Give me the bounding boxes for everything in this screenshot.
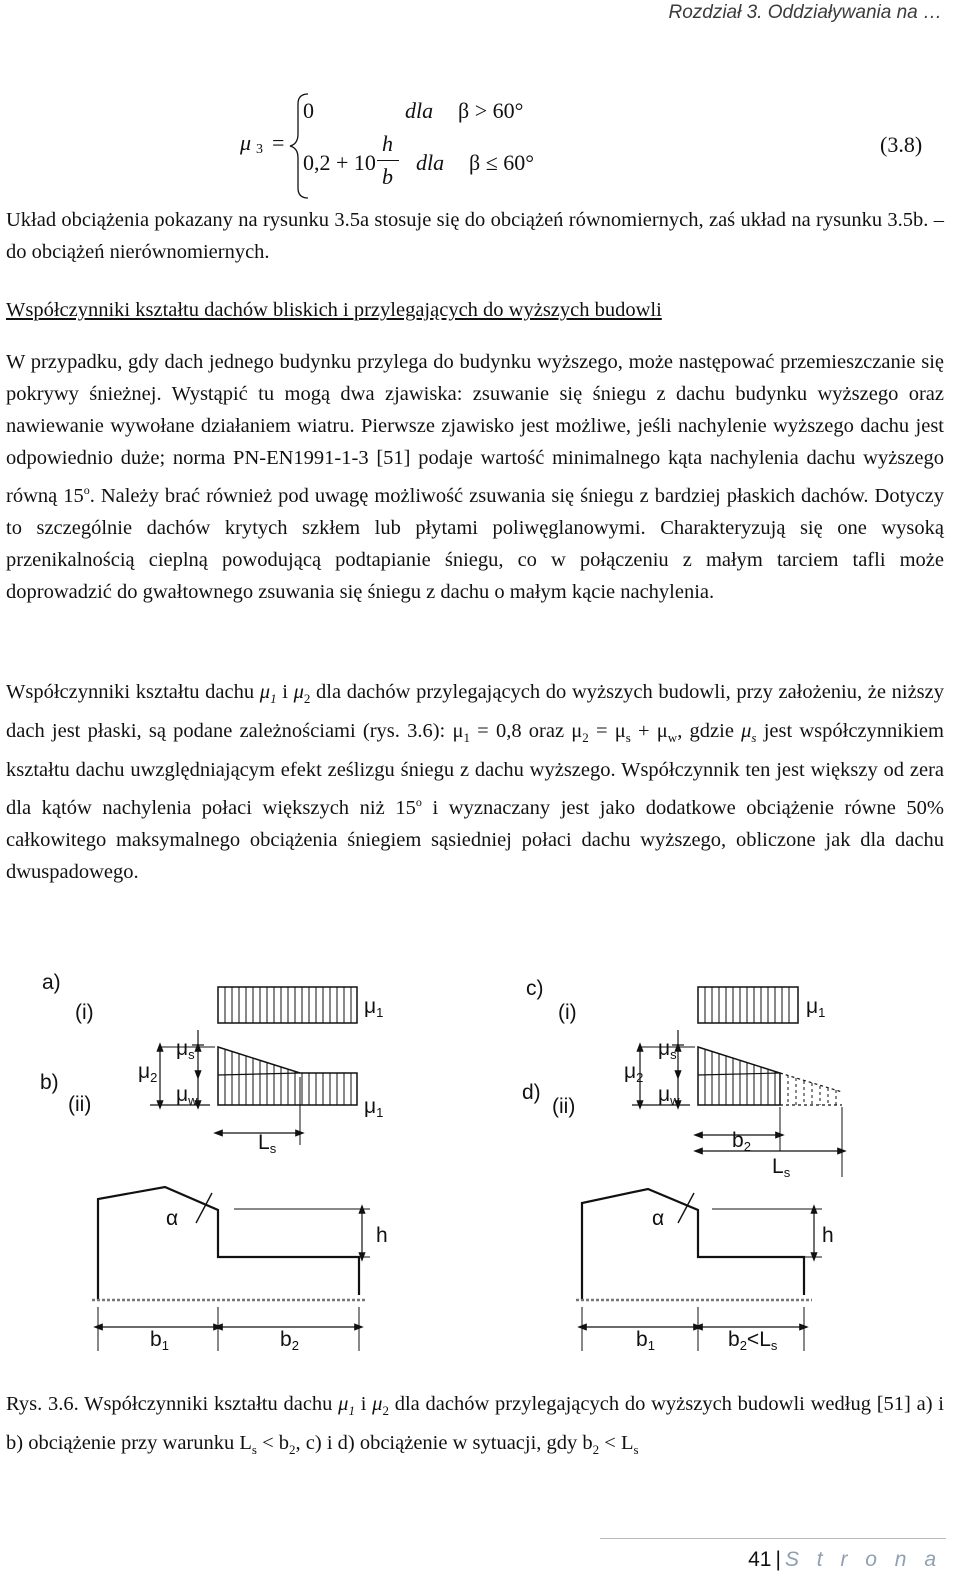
mu-symbol: μ bbox=[372, 1393, 383, 1415]
para3-text: Współczynniki kształtu dachu bbox=[6, 681, 260, 703]
eq-frac-bar bbox=[377, 160, 399, 161]
eq-case1-cond: β > 60° bbox=[458, 98, 524, 123]
b2-label-d: b2 bbox=[732, 1129, 751, 1154]
label-c: c) bbox=[526, 977, 544, 1000]
b2-label-left: b2 bbox=[280, 1328, 299, 1353]
caption-sub: 2 bbox=[289, 1442, 296, 1458]
mu2-label-b: μ2 bbox=[138, 1060, 158, 1085]
mus-label-d: μs bbox=[658, 1037, 677, 1062]
mu-sub: s bbox=[751, 730, 757, 746]
alpha-right: α bbox=[652, 1207, 665, 1230]
mu1-label-c: μ1 bbox=[806, 995, 826, 1020]
caption-sub: s bbox=[251, 1442, 257, 1458]
caption-text: < L bbox=[599, 1432, 634, 1455]
mu-symbol: μ bbox=[741, 720, 752, 743]
eq-lhs-sub: 3 bbox=[256, 142, 263, 157]
mu-symbol: μ bbox=[656, 720, 668, 743]
page-number: 41 bbox=[748, 1548, 772, 1571]
eq-case2-cond: β ≤ 60° bbox=[469, 150, 535, 175]
mu-symbol: μ bbox=[571, 720, 583, 743]
mu1-label-b: μ1 bbox=[364, 1095, 384, 1120]
mu-sub: w bbox=[667, 730, 678, 746]
mus-label-b: μs bbox=[176, 1037, 195, 1062]
mu-symbol: μ bbox=[259, 681, 271, 703]
eq-case1-value: 0 bbox=[303, 98, 314, 123]
page-footer bbox=[748, 1548, 942, 1572]
footer-word: S t r o n a bbox=[784, 1548, 942, 1571]
case-ii-right: (ii) bbox=[552, 1095, 576, 1118]
equation-3-8 bbox=[0, 90, 960, 200]
label-b: b) bbox=[40, 1071, 59, 1094]
running-header: Rozdział 3. Oddziaływania na … bbox=[668, 2, 942, 23]
eq-frac-den: b bbox=[382, 164, 393, 189]
mu2-label-d: μ2 bbox=[624, 1060, 644, 1085]
mu-sub: 2 bbox=[303, 691, 311, 707]
mu-sub: 1 bbox=[463, 730, 470, 746]
footer-separator: | bbox=[775, 1548, 781, 1571]
b1-label-right: b1 bbox=[636, 1328, 655, 1353]
mu-symbol: μ bbox=[338, 1393, 349, 1415]
building-right bbox=[576, 1189, 812, 1300]
drift-load-block-b bbox=[218, 1047, 357, 1105]
eq-lhs: μ bbox=[240, 130, 252, 155]
caption-text: Rys. 3.6. Współczynniki kształtu dachu bbox=[6, 1393, 339, 1415]
mu-sub: s bbox=[625, 730, 631, 746]
caption-text: , c) i d) obciążenie w sytuacji, gdy b bbox=[295, 1432, 593, 1455]
eq-equals: = bbox=[272, 130, 285, 155]
mu1-label-a: μ1 bbox=[364, 995, 384, 1020]
eq-case1-dla: dla bbox=[405, 98, 434, 123]
b2-lt-ls-label-right: b2<Ls bbox=[728, 1328, 778, 1353]
para2-text-1: W przypadku, gdy dach jednego budynku przylega do budynku wyższego, może następować przemieszczanie się pokrywy śnieżnej. Wystąpić tu mogą dwa zjawiska: zsuwanie się śniegu z dachu budynku wyższego oraz nawiewanie wywołane działaniem wiatru. Pierwsze zjawisko jest możliwe, jeśli nachylenie wyższego dachu jest odpowiednio duże; norma PN-EN1991-1-3 [51] podaje wartość minimalnego kąta nachylenia dachu wyższego równą 15 bbox=[6, 351, 944, 507]
para3-text: = 0,8 oraz bbox=[469, 720, 572, 743]
caption-text: < b bbox=[256, 1432, 290, 1455]
alpha-left: α bbox=[166, 1207, 179, 1230]
mu-sub: 1 bbox=[348, 1403, 355, 1419]
eq-frac-num: h bbox=[382, 131, 393, 156]
case-i-left: (i) bbox=[75, 1001, 94, 1024]
section-heading: Współczynniki kształtu dachów bliskich i przylegających do wyższych budowli bbox=[6, 299, 662, 321]
label-d: d) bbox=[522, 1081, 541, 1104]
para3-text: jest współczynnikiem kształtu dachu uwzględniającym efekt ześlizgu śniegu z dachu wyższego. Współczynnik ten jest większy od zera dla kątów nachylenia połaci większych niż 15 bbox=[6, 720, 944, 820]
figure-3-6 bbox=[0, 955, 960, 1375]
muw-label-d: μw bbox=[658, 1083, 680, 1108]
paragraph-3 bbox=[6, 676, 944, 888]
mu-sub: 2 bbox=[582, 730, 589, 746]
caption-sub: 2 bbox=[592, 1442, 600, 1458]
caption-text: dla dachów przylegających do wyższych budowli według [51] a) i b) obciążenie przy warunku L bbox=[6, 1393, 944, 1455]
mu-symbol: μ bbox=[452, 720, 464, 743]
eq-case2-dla: dla bbox=[416, 150, 445, 175]
mu-sub: 2 bbox=[382, 1403, 389, 1419]
ls-label-b: Ls bbox=[258, 1131, 277, 1156]
para3-text: dla dachów przylegających do wyższych budowli, przy założeniu, że niższy dach jest płaski, są podane zależnościami (rys. 3.6): bbox=[6, 681, 944, 743]
para3-text: + bbox=[630, 720, 657, 743]
paragraph-1: Układ obciążenia pokazany na rysunku 3.5a stosuje się do obciążeń równomiernych, zaś układ na rysunku 3.5b. – do obciążeń nierównomiernych. bbox=[6, 209, 944, 263]
eq-case2-value: 0,2 + 10 bbox=[303, 150, 376, 175]
h-label-left: h bbox=[376, 1224, 388, 1247]
para3-text: i bbox=[276, 681, 294, 703]
mu-symbol: μ bbox=[293, 681, 304, 703]
case-i-right: (i) bbox=[558, 1001, 577, 1024]
label-a: a) bbox=[42, 971, 61, 994]
para2-text-2: . Należy brać również pod uwagę możliwość zsuwania się śniegu z bardziej płaskich dachów. Dotyczy to szczególnie dachów krytych szkłem lub płytami poliwęglanowymi. Charakteryzują się one wysoką przenikalnością cieplną powodującą podtapianie śniegu, co w połączeniu z małym tarciem tafli może doprowadzić do gwałtownego zsuwania się śniegu z dachu o małym kącie nachylenia. bbox=[6, 484, 944, 603]
footer-rule bbox=[600, 1538, 946, 1539]
h-label-right: h bbox=[822, 1224, 834, 1247]
building-left bbox=[92, 1187, 366, 1300]
uniform-load-block-right bbox=[698, 987, 798, 1023]
uniform-load-block-left bbox=[218, 987, 357, 1023]
degree-sign: o bbox=[415, 795, 422, 810]
b1-label-left: b1 bbox=[150, 1328, 169, 1353]
mu-sub: 1 bbox=[270, 691, 277, 707]
ls-label-d: Ls bbox=[772, 1155, 791, 1180]
mu-symbol: μ bbox=[614, 720, 626, 743]
drift-load-block-d bbox=[698, 1047, 842, 1105]
para3-text: i wyznaczany jest jako dodatkowe obciążenie równe 50% całkowitego maksymalnego obciążenia śniegiem sąsiedniej połaci dachu wyższego, obliczone jak dla dachu dwuspadowego. bbox=[6, 797, 944, 884]
para3-text: = bbox=[588, 720, 615, 743]
caption-sub: s bbox=[633, 1442, 639, 1458]
case-ii-left: (ii) bbox=[68, 1093, 92, 1116]
paragraph-2 bbox=[6, 346, 944, 608]
degree-sign: o bbox=[83, 483, 90, 497]
eq-number: (3.8) bbox=[880, 132, 923, 157]
caption-text: i bbox=[354, 1393, 373, 1415]
para3-text: , gdzie bbox=[677, 720, 742, 743]
muw-label-b: μw bbox=[176, 1083, 198, 1108]
figure-caption bbox=[6, 1388, 944, 1466]
